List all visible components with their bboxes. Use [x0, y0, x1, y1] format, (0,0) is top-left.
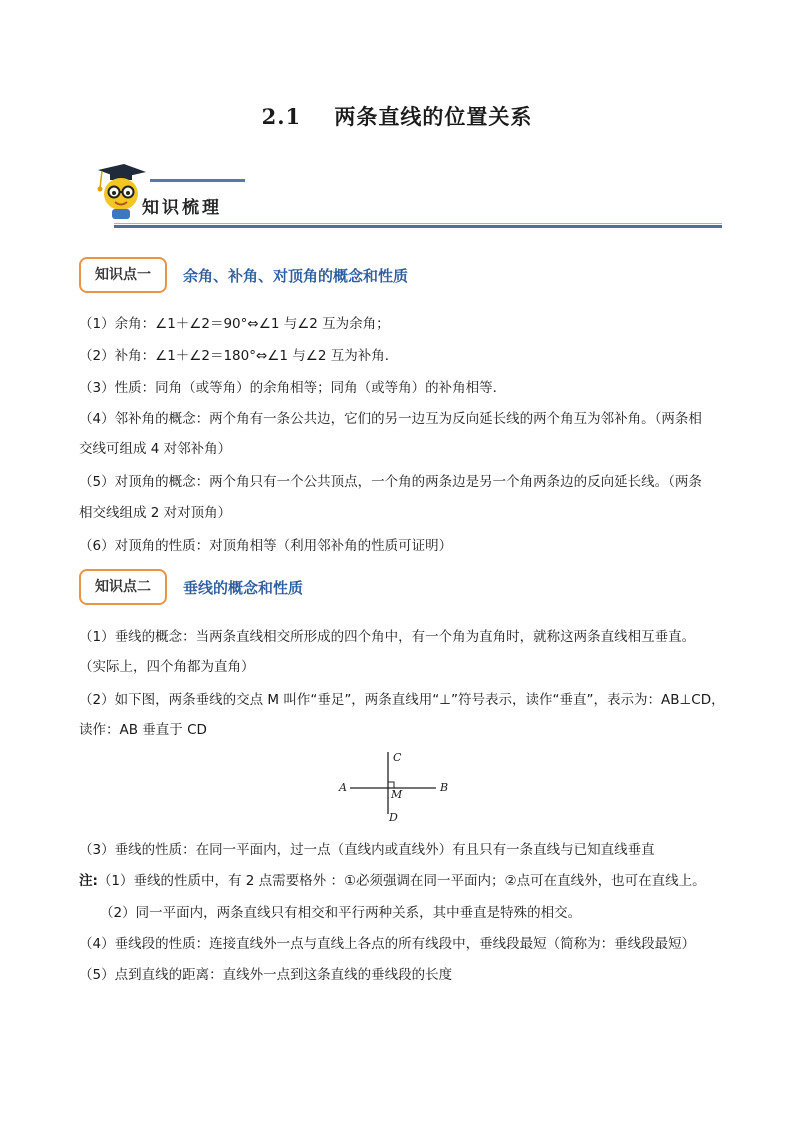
- text-line: （5）点到直线的距离：直线外一点到这条直线的垂线段的长度: [79, 967, 453, 983]
- text-line: （3）性质：同角（或等角）的余角相等；同角（或等角）的补角相等．: [79, 380, 507, 396]
- mascot-icon: [88, 160, 148, 222]
- section-badge: 知识点一: [79, 257, 167, 293]
- text-line: 交线可组成 4 对邻补角）: [79, 441, 232, 457]
- note-line: [79, 871, 729, 891]
- perpendicular-figure: [330, 748, 460, 826]
- section-banner: [88, 160, 728, 236]
- text-line: （2）补角：∠1＋∠2＝180°⇔∠1 与∠2 互为补角．: [79, 348, 399, 364]
- banner-rule: [114, 223, 722, 224]
- label-d: D: [389, 811, 398, 824]
- banner-rule-thick: [114, 225, 722, 228]
- label-b: B: [440, 781, 449, 794]
- section-heading: 余角、补角、对顶角的概念和性质: [183, 267, 409, 285]
- text-line: 读作：AB 垂直于 CD: [79, 722, 207, 738]
- note-text: （1）垂线的性质中，有 2 点需要格外 ：①必须强调在同一平面内；②点可在直线外，也可在直线上。: [97, 873, 706, 889]
- note-label: 注:: [79, 873, 98, 889]
- label-c: C: [393, 751, 402, 764]
- label-m: M: [391, 788, 403, 801]
- text-line: （6）对顶角的性质：对顶角相等（利用邻补角的性质可证明）: [79, 538, 453, 554]
- label-a: A: [339, 781, 347, 794]
- text-line: （3）垂线的性质：在同一平面内，过一点（直线内或直线外）有且只有一条直线与已知直线垂直: [79, 842, 655, 858]
- text-line: （2）同一平面内，两条直线只有相交和平行两种关系，其中垂直是特殊的相交。: [100, 905, 582, 921]
- text-line: （4）垂线段的性质：连接直线外一点与直线上各点的所有线段中，垂线段最短（简称为：垂线段最短）: [79, 936, 696, 952]
- text-line: 相交线组成 2 对对顶角）: [79, 505, 232, 521]
- section-heading: 垂线的概念和性质: [183, 579, 304, 597]
- text-line: （2）如下图，两条垂线的交点 M 叫作“垂足”，两条直线用“⊥”符号表示，读作“垂直”，表示为：AB⊥CD，: [79, 692, 725, 708]
- text-line: （4）邻补角的概念：两个角有一条公共边，它们的另一边互为反向延长线的两个角互为邻补角。（两条相: [79, 411, 702, 427]
- page-title: 2.1 两条直线的位置关系: [261, 104, 533, 129]
- section-badge: 知识点二: [79, 569, 167, 605]
- banner-label: 知识梳理: [142, 198, 222, 218]
- banner-top-line: [150, 179, 245, 182]
- text-line: （1）余角：∠1＋∠2＝90°⇔∠1 与∠2 互为余角；: [79, 316, 390, 332]
- text-line: （实际上，四个角都为直角）: [79, 659, 255, 675]
- text-line: （1）垂线的概念：当两条直线相交所形成的四个角中，有一个角为直角时，就称这两条直线相互垂直。: [79, 629, 696, 645]
- text-line: （5）对顶角的概念：两个角只有一个公共顶点，一个角的两条边是另一个角两条边的反向延长线。（两条: [79, 474, 702, 490]
